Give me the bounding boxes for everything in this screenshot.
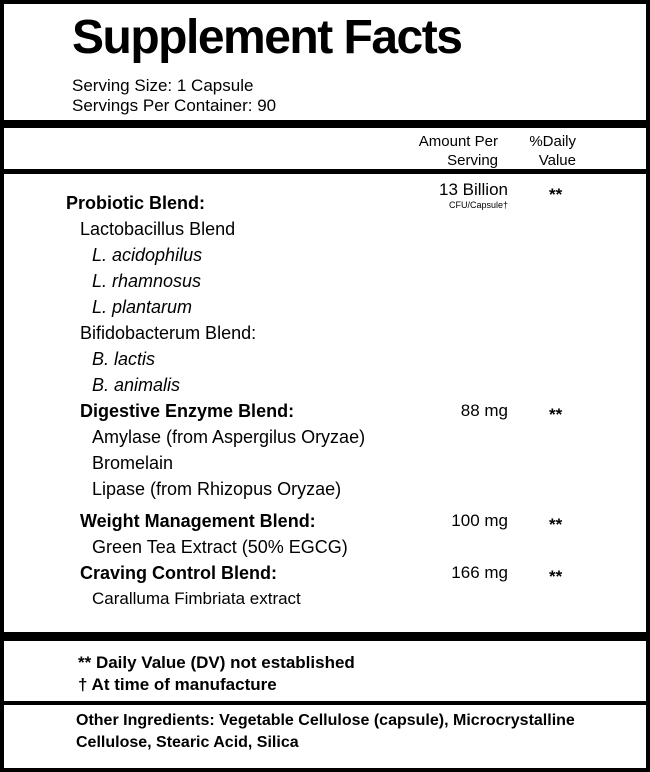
caralluma-fimbriata-extract: Caralluma Fimbriata extract [92,589,301,608]
dv-header-line1: %Daily [529,133,576,150]
servings-per-container: Servings Per Container: 90 [72,96,277,115]
b-animalis: B. animalis [92,375,181,395]
probiotic-blend-name: Probiotic Blend: [66,193,205,213]
weight-management-dv: ** [549,515,563,534]
amount-header-line2: Serving [447,152,498,169]
probiotic-blend-amount: 13 Billion [439,180,508,199]
weight-management-amount: 100 mg [451,511,508,530]
l-rhamnosus: L. rhamnosus [92,271,202,291]
thick-rule-top [4,120,646,128]
other-ingredients: Other Ingredients: Vegetable Cellulose (capsule), Microcrystalline Cellulose, Stearic Acid, Silica [76,712,575,751]
rule-other-ingredients [4,701,646,705]
dv-not-established-note: ** Daily Value (DV) not established [78,653,355,672]
thick-rule-header [4,169,646,174]
l-acidophilus: L. acidophilus [92,245,203,265]
l-plantarum: L. plantarum [92,297,193,317]
dagger-note: † At time of manufacture [78,675,277,694]
digestive-enzyme-blend-name: Digestive Enzyme Blend: [80,401,295,421]
b-lactis: B. lactis [92,349,156,369]
serving-size: Serving Size: 1 Capsule [72,76,254,95]
craving-control-blend-name: Craving Control Blend: [80,563,277,583]
green-tea-extract: Green Tea Extract (50% EGCG) [92,537,348,557]
weight-management-blend-name: Weight Management Blend: [80,511,316,531]
lactobacillus-blend: Lactobacillus Blend [80,219,236,239]
digestive-enzyme-dv: ** [549,405,563,424]
amount-per-serving-header [419,132,498,170]
craving-control-dv: ** [549,567,563,586]
amylase: Amylase (from Aspergilus Oryzae) [92,427,366,447]
probiotic-blend-dv: ** [549,185,563,204]
thick-rule-bottom [4,632,646,641]
dv-header-line2: Value [538,152,576,169]
lipase: Lipase (from Rhizopus Oryzae) [92,479,342,499]
amount-header-line1: Amount Per [418,133,498,150]
panel-title: Supplement Facts [72,11,462,64]
probiotic-unit-note: CFU/Capsule† [448,200,508,210]
bifidobacterum-blend: Bifidobacterum Blend: [80,323,257,343]
digestive-enzyme-amount: 88 mg [460,401,508,420]
daily-value-header [529,132,576,170]
bromelain: Bromelain [92,453,174,473]
craving-control-amount: 166 mg [451,563,508,582]
